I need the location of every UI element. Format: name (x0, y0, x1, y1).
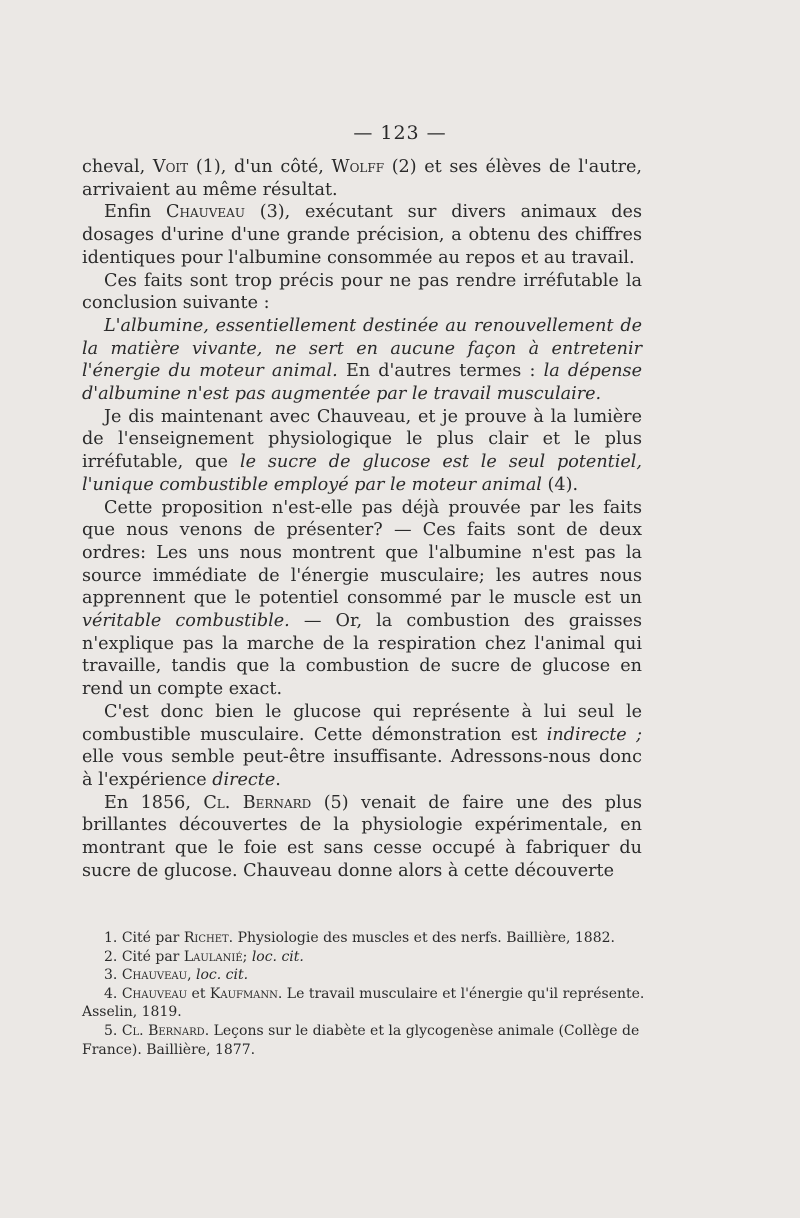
text-run: elle vous semble peut-être insuffisante. Adressons-nous donc à l'expérience (82, 747, 642, 790)
text-run: C'est donc bien le glucose qui représente à lui seul le combustible musculaire. Cette démonstration est (82, 701, 642, 745)
page-number: — 123 — (353, 122, 447, 144)
italic-run: le sucre de glucose est le seul potentiel, l'unique combustible employé par le moteur animal (82, 452, 642, 495)
footnote-2 (82, 948, 650, 967)
italic-run: loc. cit. (251, 948, 304, 965)
author-name: Cl. Bernard (203, 792, 312, 813)
text-run: . Physiologie des muscles et des nerfs. Baillière, 1882. (228, 930, 615, 946)
author-name: Cl. Bernard (121, 1022, 205, 1039)
footnote-4 (82, 985, 650, 1022)
text-run: cheval, (82, 157, 153, 177)
text-run: ; (242, 948, 252, 965)
paragraph-3: Ces faits sont trop précis pour ne pas rendre irréfutable la conclusion suivante : (82, 270, 642, 314)
text-run: (1), d'un côté, (188, 157, 332, 177)
footnote-number: 2. (104, 948, 122, 965)
text-run: Cité par (121, 948, 184, 965)
text-run: (4). (541, 474, 579, 495)
paragraph-1 (82, 156, 642, 201)
author-name: Chauveau (121, 985, 188, 1002)
italic-run: L'albumine, essentiellement destinée au renouvellement de la matière vivante, ne sert en aucune façon à entretenir l'énergie du moteur animal. (82, 315, 642, 382)
italic-run: la dépense d'albumine n'est pas augmentée par le travail musculaire. (82, 361, 642, 405)
author-name: Richet (183, 930, 229, 946)
paragraph-7 (82, 701, 642, 792)
text-run: Cette proposition n'est-elle pas déjà prouvée par les faits que nous venons de présenter? — Ces faits sont de deux ordres: Les uns nous montrent que l'albumine n'est pas la source immédiate de l'énergie musculaire; les autres nous apprennent que le potentiel consommé par le muscle est un (82, 497, 642, 609)
footnote-number: 5. (104, 1022, 122, 1039)
footnote-5 (82, 1022, 650, 1059)
text-run: Je dis maintenant avec Chauveau, et je prouve à la lumière de l'enseignement physiologique le plus clair et le plus irréfutable, que (82, 406, 642, 473)
text-run: En 1856, (104, 792, 204, 813)
paragraph-4 (82, 315, 642, 406)
paragraph-2 (82, 201, 642, 269)
footnote-3 (82, 966, 650, 985)
text-run: . Leçons sur le diabète et la glycogenèse animale (Collège de France). Baillière, 1877. (82, 1022, 640, 1058)
footnotes (82, 929, 650, 1059)
text-run: Enfin (104, 202, 167, 223)
text-run: , (187, 967, 196, 984)
paragraph-6 (82, 497, 642, 701)
footnote-number: 3. (104, 967, 122, 984)
author-name: Voit (152, 157, 189, 177)
author-name: Kaufmann (209, 985, 278, 1002)
italic-run: directe (212, 769, 276, 790)
author-name: Laulanié (183, 948, 243, 965)
footnote-number: 1. (104, 930, 122, 946)
author-name: Wolff (331, 157, 385, 177)
main-text (82, 156, 642, 883)
author-name: Chauveau (166, 202, 245, 223)
text-run: (3), exécutant sur divers animaux des dosages d'urine d'une grande précision, a obtenu des chiffres identiques pour l'albumine consommée au repos et au travail. (82, 202, 642, 268)
author-name: Chauveau (121, 967, 188, 984)
text-run: (2) et ses élèves de l'autre, arrivaient au même résultat. (82, 157, 643, 200)
italic-run: loc. cit. (195, 967, 249, 984)
footnote-1 (82, 929, 650, 948)
text-run: . Le travail musculaire et l'énergie qu'il représente. Asselin, 1819. (82, 985, 645, 1021)
paragraph-8 (82, 792, 642, 883)
text-run: — Or, la combustion des graisses n'explique pas la marche de la respiration chez l'animal qui travaille, tandis que la combustion de sucre de glucose en rend un compte exact. (82, 611, 642, 700)
footnote-number: 4. (104, 985, 122, 1002)
text-run: En d'autres termes : (337, 361, 544, 382)
text-run: Cité par (121, 930, 184, 946)
text-run: . (275, 769, 281, 790)
text-run: (5) venait de faire une des plus brillantes découvertes de la physiologie expérimentale, en montrant que le foie est sans cesse occupé à fabriquer du sucre de glucose. Chauveau donne alors à cette découverte (82, 792, 642, 881)
text-run: et (187, 985, 210, 1002)
paragraph-5 (82, 406, 642, 497)
italic-run: véritable combustible. (82, 611, 290, 632)
italic-run: indirecte ; (546, 724, 642, 745)
